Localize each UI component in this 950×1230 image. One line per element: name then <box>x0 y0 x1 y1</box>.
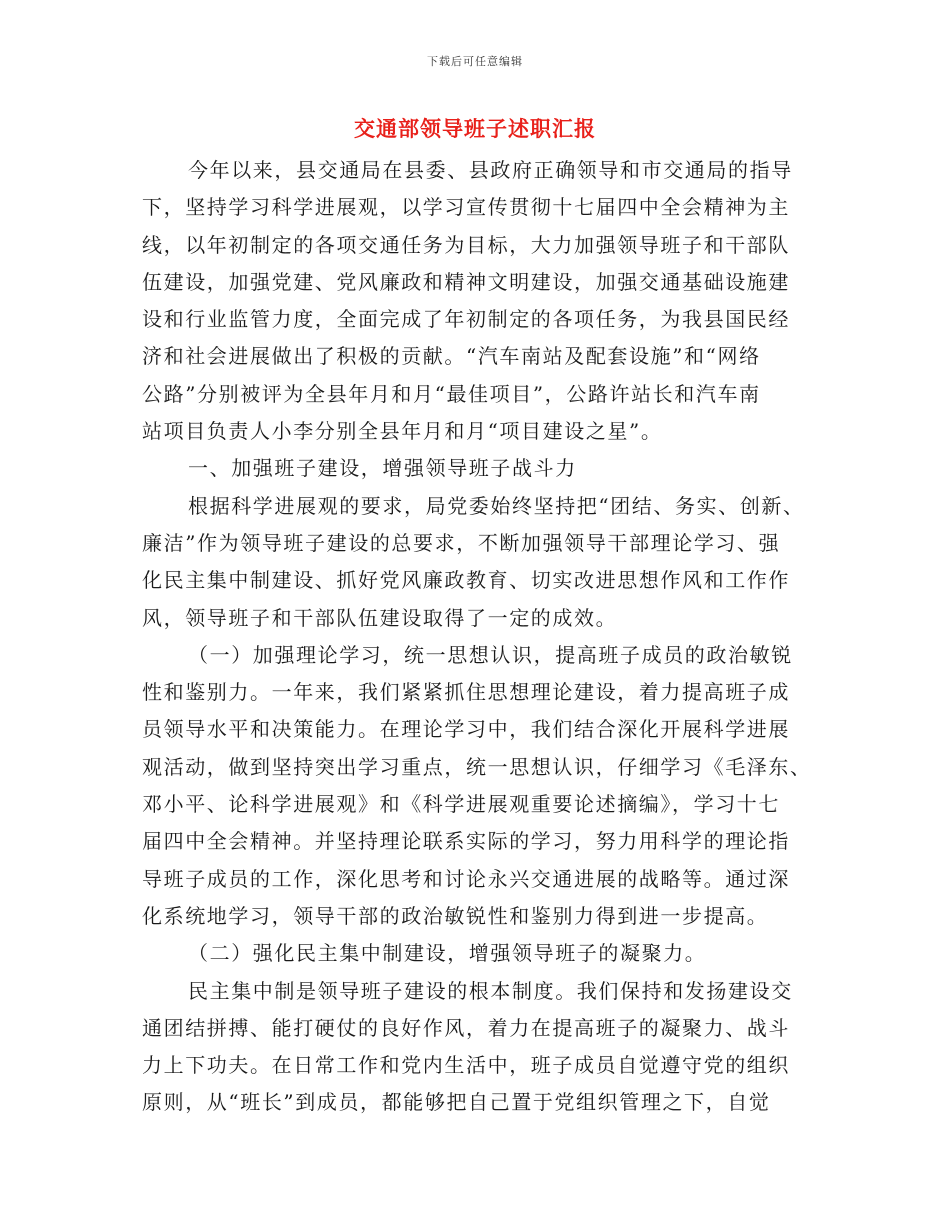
text-line: 下，坚持学习科学进展观，以学习宣传贯彻十七届四中全会精神为主 <box>142 195 790 220</box>
text-line: 今年以来，县交通局在县委、县政府正确领导和市交通局的指导 <box>188 158 793 182</box>
text-line: 公路”分别被评为全县年月和月“最佳项目”，公路许站长和汽车南 <box>142 381 761 406</box>
text-line: 廉洁”作为领导班子建设的总要求，不断加强领导干部理论学习、强 <box>142 530 781 555</box>
text-line: 风，领导班子和干部队伍建设取得了一定的成效。 <box>142 605 618 630</box>
text-line: 原则，从“班长”到成员，都能够把自己置于党组织管理之下，自觉 <box>142 1090 771 1115</box>
text-line: 伍建设，加强党建、党风廉政和精神文明建设，加强交通基础设施建 <box>142 269 790 294</box>
document-title: 交通部领导班子述职汇报 <box>354 116 596 141</box>
text-line: 一、加强班子建设，增强领导班子战斗力 <box>188 456 577 481</box>
text-line: 民主集中制是领导班子建设的根本制度。我们保持和发扬建设交 <box>188 978 793 1003</box>
text-line: 届四中全会精神。并坚持理论联系实际的学习，努力用科学的理论指 <box>142 829 790 854</box>
text-line: 力上下功夫。在日常工作和党内生活中，班子成员自觉遵守党的组织 <box>142 1053 790 1078</box>
text-line: 设和行业监管力度，全面完成了年初制定的各项任务，为我县国民经 <box>142 307 790 332</box>
text-line: 观活动，做到坚持突出学习重点，统一思想认识，仔细学习《毛泽东、 <box>142 754 812 779</box>
text-line: 性和鉴别力。一年来，我们紧紧抓住思想理论建设，着力提高班子成 <box>142 680 790 705</box>
text-line: 线，以年初制定的各项交通任务为目标，大力加强领导班子和干部队 <box>142 232 790 257</box>
document-body <box>142 152 812 1122</box>
text-line: 化系统地学习，领导干部的政治敏锐性和鉴别力得到进一步提高。 <box>142 903 769 928</box>
text-line: 站项目负责人小李分别全县年月和月“项目建设之星”。 <box>142 419 663 444</box>
text-line: （二）强化民主集中制建设，增强领导班子的凝聚力。 <box>188 941 707 966</box>
header-note: 下载后可任意编辑 <box>427 55 523 68</box>
text-line: 邓小平、论科学进展观》和《科学进展观重要论述摘编》，学习十七 <box>142 792 780 817</box>
text-line: 通团结拼搏、能打硬仗的良好作风，着力在提高班子的凝聚力、战斗 <box>142 1015 790 1040</box>
text-line: 根据科学进展观的要求，局党委始终坚持把“团结、务实、创新、 <box>188 493 805 518</box>
text-line: （一）加强理论学习，统一思想认识，提高班子成员的政治敏锐 <box>188 642 793 667</box>
text-line: 员领导水平和决策能力。在理论学习中，我们结合深化开展科学进展 <box>142 717 790 742</box>
text-line: 导班子成员的工作，深化思考和讨论永兴交通进展的战略等。通过深 <box>142 866 790 891</box>
text-line: 济和社会进展做出了积极的贡献。“汽车南站及配套设施”和“网络 <box>142 344 761 369</box>
text-line: 化民主集中制建设、抓好党风廉政教育、切实改进思想作风和工作作 <box>142 568 790 593</box>
